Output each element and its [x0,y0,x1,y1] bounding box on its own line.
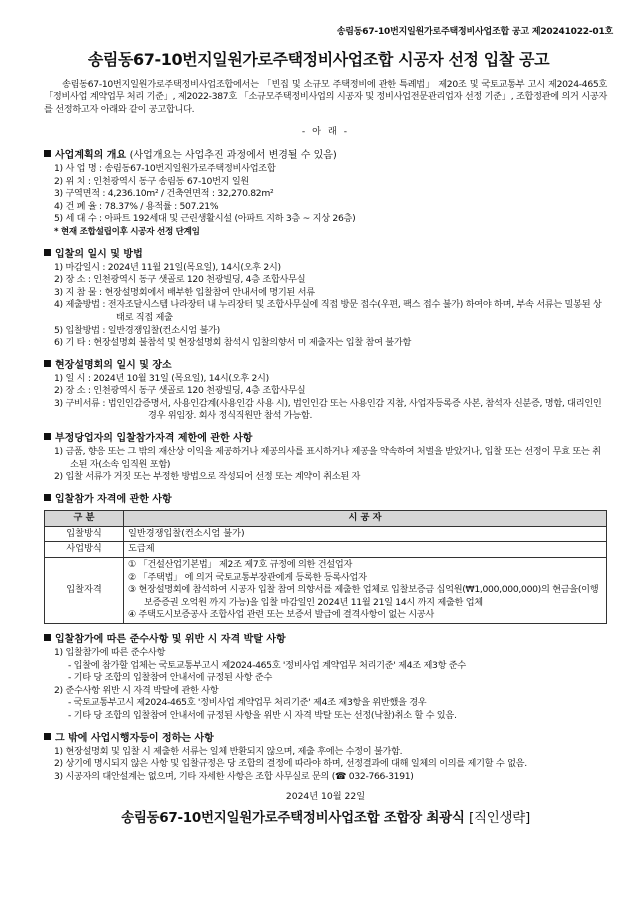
section-heading [44,732,607,745]
notice-number: 송림동67-10번지일원가로주택정비사업조합 공고 제20241022-01호 [336,27,613,37]
row-key: 입찰방식 [45,526,124,542]
square-bullet-icon [44,150,51,157]
square-bullet-icon [44,360,51,367]
section-site-briefing [44,359,607,423]
overview-note: * 현재 조합설립이후 시공자 선정 단계임 [54,226,200,237]
notice-date: 2024년 10월 22일 [285,791,366,803]
table-header-cell: 구 분 [45,510,124,526]
section-note: (사업개요는 사업추진 과정에서 변경될 수 있음) [129,149,337,161]
overview-line: 3) 구역면적 : 4,236.10m² / 건축연면적 : 32,270.82m² [54,188,274,200]
seal-omitted: [직인생략] [469,809,530,826]
qualification-item: ① 「건설산업기본법」 제2조 제7호 규정에 의한 건설업자 [128,559,353,571]
below-marker: - 아 래 - [301,126,350,138]
row-key: 사업방식 [45,542,124,558]
square-bullet-icon [44,494,51,501]
table-row [45,558,607,624]
compliance-subline: - 국토교통부고시 제2024-465호 '정비사업 계약업무 처리기준' 제4조 제3항을 위반했을 경우 [68,697,427,709]
section-heading [44,633,607,646]
row-value: 일반경쟁입찰(컨소시엄 불가) [124,526,607,542]
signer-name: 송림동67-10번지일원가로주택정비사업조합 조합장 최광식 [121,809,465,826]
briefing-line: 2) 장 소 : 인천광역시 동구 샛골로 120 천광빌딩, 4층 조합사무실 [54,385,306,397]
bid-line: 2) 장 소 : 인천광역시 동구 샛골로 120 천광빌딩, 4층 조합사무실 [54,274,306,286]
section-heading-text: 사업계획의 개요 [55,149,127,161]
square-bullet-icon [44,433,51,440]
qualification-item: ④ 주택도시보증공사 조합사업 관련 또는 보증서 발급에 결격사항이 없는 시공사 [128,609,434,621]
section-disqualification [44,432,607,484]
intro-paragraph: 송림동67-10번지일원가로주택정비사업조합에서는 「빈집 및 소규모 주택정비에 관한 특례법」 제20조 및 국토교통부 고시 제2024-465호 「정비사업 계약업무 처리 기준」, 제2022-387호 「소규모주택정비사업의 시공자 및 정비사업전문관리업자 선정 기준」, 조합정관에 의거 시공자를 선정하고자 아래와 같이 공고합니다. [44,78,607,115]
table-row [45,526,607,542]
section-qualification [44,493,607,624]
compliance-line: 2) 준수사항 위반 시 자격 박탈에 관한 사항 [54,684,219,696]
row-value [124,558,607,624]
overview-line: 5) 세 대 수 : 아파트 192세대 및 근린생활시설 (아파트 지하 3층 ~ 지상 26층) [54,213,356,225]
section-heading-text: 입찰의 일시 및 방법 [55,248,143,260]
compliance-line: 1) 입찰참가에 따른 준수사항 [54,647,166,658]
overview-line: 4) 건 폐 율 : 78.37% / 용적률 : 507.21% [54,200,219,212]
section-heading-text: 그 밖에 사업시행자등이 정하는 사항 [55,732,214,744]
section-heading [44,149,607,162]
section-heading-text: 현장설명회의 일시 및 장소 [55,359,172,371]
overview-line: 1) 사 업 명 : 송림동67-10번지일원가로주택정비사업조합 [54,162,276,174]
table-header-cell: 시 공 자 [124,510,607,526]
compliance-subline: - 입찰에 참가할 업체는 국토교통부고시 제2024-465호 '정비사업 계약업무 처리기준' 제4조 제3항 준수 [68,659,466,671]
section-other-matters [44,732,607,784]
bid-line: 1) 마감일시 : 2024년 11월 21일(목요일), 14시(오후 2시) [54,261,281,273]
row-key: 입찰자격 [45,558,124,624]
briefing-line: 1) 일 시 : 2024년 10월 31일 (목요일), 14시(오후 2시) [54,372,269,384]
qualification-item: ③ 현장설명회에 참석하여 시공자 입찰 참여 의향서를 제출한 업체로 입찰보증금 십억원(₩1,000,000,000)의 현금을(이행보증증권 오억원 까지 가능)을 입찰 마감일인 2024년 11월 21일 14시 까지 제출한 업체 [128,584,599,608]
row-value: 도급제 [124,542,607,558]
section-compliance [44,633,607,723]
other-line: 2) 상기에 명시되지 않은 사항 및 입찰규정은 당 조합의 결정에 따라야 하며, 선정결과에 대해 일체의 이의를 제기할 수 없음. [54,758,527,770]
section-heading-text: 입찰참가에 따른 준수사항 및 위반 시 자격 박탈 사항 [55,634,286,645]
square-bullet-icon [44,249,51,256]
notice-title: 송림동67-10번지일원가로주택정비사업조합 시공자 선정 입찰 공고 [87,49,550,69]
disqualification-line: 2) 입찰 서류가 거짓 또는 부정한 방법으로 작성되어 선정 또는 계약이 취소된 자 [54,471,361,483]
table-row [45,542,607,558]
bid-line: 6) 기 타 : 현장설명회 불참석 및 현장설명회 참석시 입찰의향서 미 제출자는 입찰 참여 불가함 [54,337,412,349]
bid-line: 4) 제출방법 : 전자조달시스템 나라장터 내 누리장터 및 조합사무실에 직접 방문 접수(우편, 팩스 접수 불가) 하여야 하며, 부속 서류는 밀봉된 상태로 직접 제출 [54,299,602,323]
section-heading-text: 입찰참가 자격에 관한 사항 [55,493,172,505]
section-project-overview [44,149,607,239]
other-line: 3) 시공자의 대안설계는 없으며, 기타 자세한 사항은 조합 사무실로 문의 (☎ 032-766-3191) [54,770,414,782]
section-bid-schedule [44,248,607,350]
section-heading [44,248,607,261]
compliance-subline: - 기타 당 조합의 입찰참여 안내서에 규정된 사항을 위반 시 자격 박탈 또는 선정(낙찰)취소 할 수 있음. [68,709,457,721]
briefing-line: 3) 구비서류 : 법인인감증명서, 사용인감계(사용인감 사용 시), 법인인감 또는 사용인감 지참, 사업자등록증 사본, 참석자 신분증, 명함, 대리인인 경우 위임장. 회사 정식직원만 참석 가능함. [54,397,602,422]
qualification-table [44,510,607,624]
square-bullet-icon [44,733,51,740]
section-heading [44,359,607,372]
bid-line: 5) 입찰방법 : 일반경쟁입찰(컨소시엄 불가) [54,324,220,336]
square-bullet-icon [44,634,51,641]
section-heading [44,432,607,445]
section-heading [44,493,607,506]
table-header-row [45,510,607,526]
qualification-item: ② 「주택법」 에 의거 국토교통부장관에게 등록한 등록사업자 [128,571,367,583]
section-heading-text: 부정당업자의 입찰참가자격 제한에 관한 사항 [55,433,253,445]
signer [44,809,607,826]
other-line: 1) 현장설명회 및 입찰 시 제출한 서류는 일체 반환되지 않으며, 제출 후에는 수정이 불가함. [54,745,403,757]
disqualification-line: 1) 금품, 향응 또는 그 밖의 재산상 이익을 제공하거나 제공의사를 표시하거나 제공을 약속하여 처벌을 받았거나, 입찰 또는 선정이 무효 또는 취소된 자(소속 임직원 포함) [54,446,601,470]
overview-line: 2) 위 치 : 인천광역시 동구 송림동 67-10번지 일원 [54,175,249,187]
compliance-subline: - 기타 당 조합의 입찰참여 안내서에 규정된 사항 준수 [68,672,273,684]
bid-line: 3) 지 참 물 : 현장설명회에서 배부한 입찰참여 안내서에 명기된 서류 [54,286,315,298]
